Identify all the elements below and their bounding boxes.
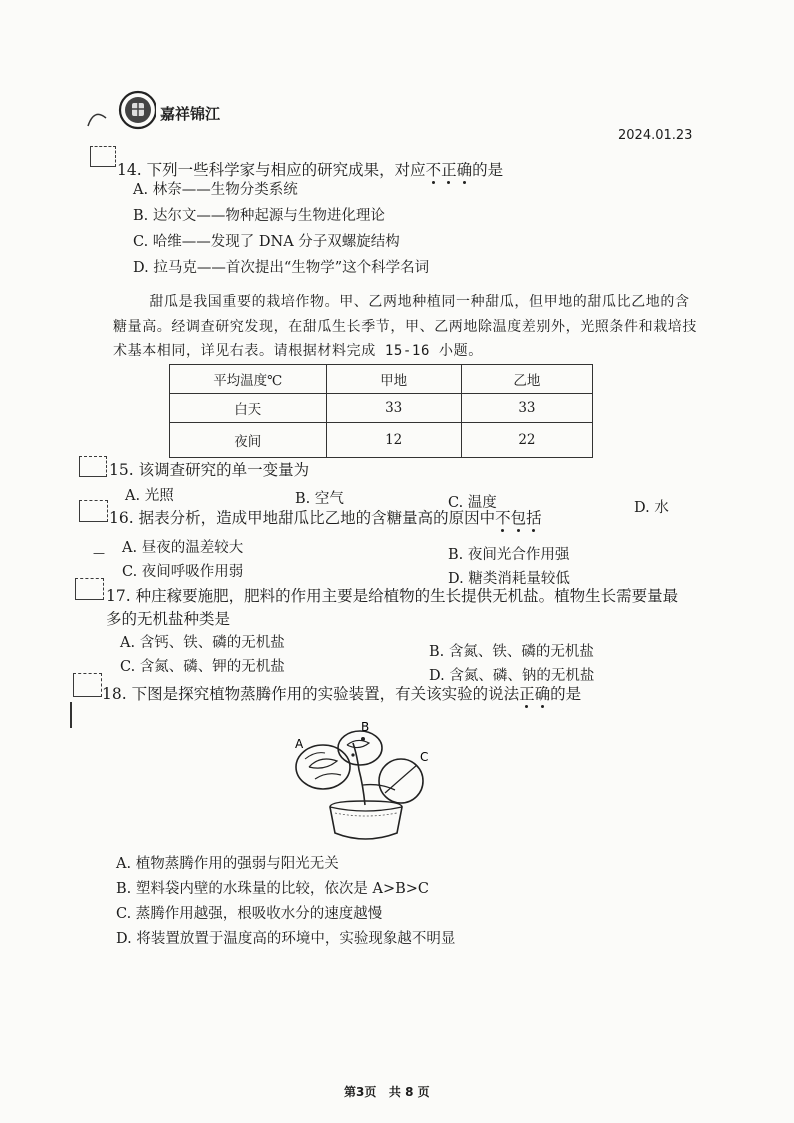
q14-option-a: A. 林奈——生物分类系统: [133, 182, 298, 198]
q18-option-b: B. 塑料袋内壁的水珠量的比较，依次是 A>B>C: [116, 881, 430, 897]
page-number: 第3页: [344, 1085, 377, 1099]
q14-option-c: C. 哈维——发现了 DNA 分子双螺旋结构: [133, 234, 400, 250]
q18-option-a: A. 植物蒸腾作用的强弱与阳光无关: [116, 856, 339, 872]
emphasis-char: 正: [441, 161, 457, 179]
q14-emphasis: [426, 161, 473, 179]
q14-option-d: D. 拉马克——首次提出“生物学”这个科学名词: [133, 260, 430, 276]
answer-box-15: [79, 456, 107, 477]
figure-label-b: B: [361, 720, 370, 734]
table-cell: 33: [326, 394, 461, 423]
q17-stem-line2: 多的无机盐种类是: [106, 610, 231, 628]
q17-option-c: C. 含氮、磷、钾的无机盐: [120, 659, 285, 675]
q15-option-b: B. 空气: [295, 491, 344, 507]
figure-label-a: A: [295, 737, 304, 751]
page-footer: [344, 1083, 430, 1100]
emphasis-char: 确: [534, 685, 551, 703]
table-cell: 33: [461, 394, 592, 423]
q17-option-d: D. 含氮、磷、钠的无机盐: [429, 668, 595, 684]
school-name: 嘉祥锦江: [160, 105, 221, 123]
q18-stem: [102, 682, 581, 704]
q17-option-b: B. 含氮、铁、磷的无机盐: [429, 644, 594, 660]
q18-emphasis: [519, 685, 550, 703]
exam-date: 2024.01.23: [618, 128, 693, 143]
q14-stem-end: 的是: [472, 161, 504, 179]
table-cell: 22: [461, 423, 592, 458]
q14-stem-text: 14. 下列一些科学家与相应的研究成果，对应: [117, 161, 426, 179]
table-header: 乙地: [461, 365, 592, 394]
table-cell: 夜间: [170, 423, 327, 458]
q15-option-c: C. 温度: [448, 495, 497, 511]
q16-stem-text: 16. 据表分析，造成甲地甜瓜比乙地的含糖量高的原因中: [109, 509, 496, 527]
q14-option-b: B. 达尔文——物种起源与生物进化理论: [133, 208, 385, 224]
q15-option-d: D. 水: [634, 500, 669, 516]
q18-stem-end: 的是: [550, 685, 582, 703]
q17-stem-line1: 17. 种庄稼要施肥，肥料的作用主要是给植物的生长提供无机盐。植物生长需要量最: [106, 587, 679, 605]
q16-emphasis: [495, 509, 542, 527]
answer-box-16: [79, 500, 108, 522]
answer-box-18: [73, 673, 102, 697]
q16-option-b: B. 夜间光合作用强: [448, 547, 570, 563]
q16-option-d: D. 糖类消耗量较低: [448, 571, 570, 587]
page-total: 共 8 页: [388, 1085, 430, 1099]
q16-stem: [109, 506, 542, 528]
q18-option-c: C. 蒸腾作用越强，根吸收水分的速度越慢: [116, 906, 383, 922]
passage-text: 甜瓜是我国重要的栽培作物。甲、乙两地种植同一种甜瓜，但甲地的甜瓜比乙地的含糖量高。经调查研究发现，在甜瓜生长季节，甲、乙两地除温度差别外，光照条件和栽培技术基本相同，详见右表。请根据材料完成 15-16 小题。: [113, 294, 697, 359]
q14-stem: [117, 158, 503, 180]
answer-box-17: [75, 578, 104, 600]
q17-option-a: A. 含钙、铁、磷的无机盐: [120, 635, 285, 651]
school-logo: [86, 88, 156, 134]
q16-option-a: A. 昼夜的温差较大: [122, 540, 244, 556]
emphasis-char: 确: [456, 161, 473, 179]
table-cell: 白天: [170, 394, 327, 423]
margin-mark: [70, 702, 72, 728]
emphasis-char: 不: [495, 509, 511, 527]
table-cell: 12: [326, 423, 461, 458]
answer-box-14: [90, 146, 116, 167]
emphasis-char: 包: [510, 509, 527, 527]
figure-label-c: C: [420, 750, 429, 764]
q18-stem-text: 18. 下图是探究植物蒸腾作用的实验装置，有关该实验的说法: [102, 685, 520, 703]
emphasis-char: 正: [519, 685, 535, 703]
table-header: 平均温度℃: [170, 365, 327, 394]
q15-option-a: A. 光照: [125, 488, 174, 504]
transpiration-apparatus-figure: [285, 715, 445, 850]
emphasis-char: 括: [526, 509, 542, 527]
table-row: [170, 394, 593, 423]
table-header-row: [170, 365, 593, 394]
emphasis-char: 不: [425, 161, 442, 179]
table-row: [170, 423, 593, 458]
temperature-table: [169, 364, 593, 458]
q15-stem: 15. 该调查研究的单一变量为: [109, 461, 310, 479]
margin-mark: —: [93, 546, 105, 560]
table-header: 甲地: [326, 365, 461, 394]
q16-option-c: C. 夜间呼吸作用弱: [122, 564, 244, 580]
q18-option-d: D. 将装置放置于温度高的环境中，实验现象越不明显: [116, 931, 456, 947]
